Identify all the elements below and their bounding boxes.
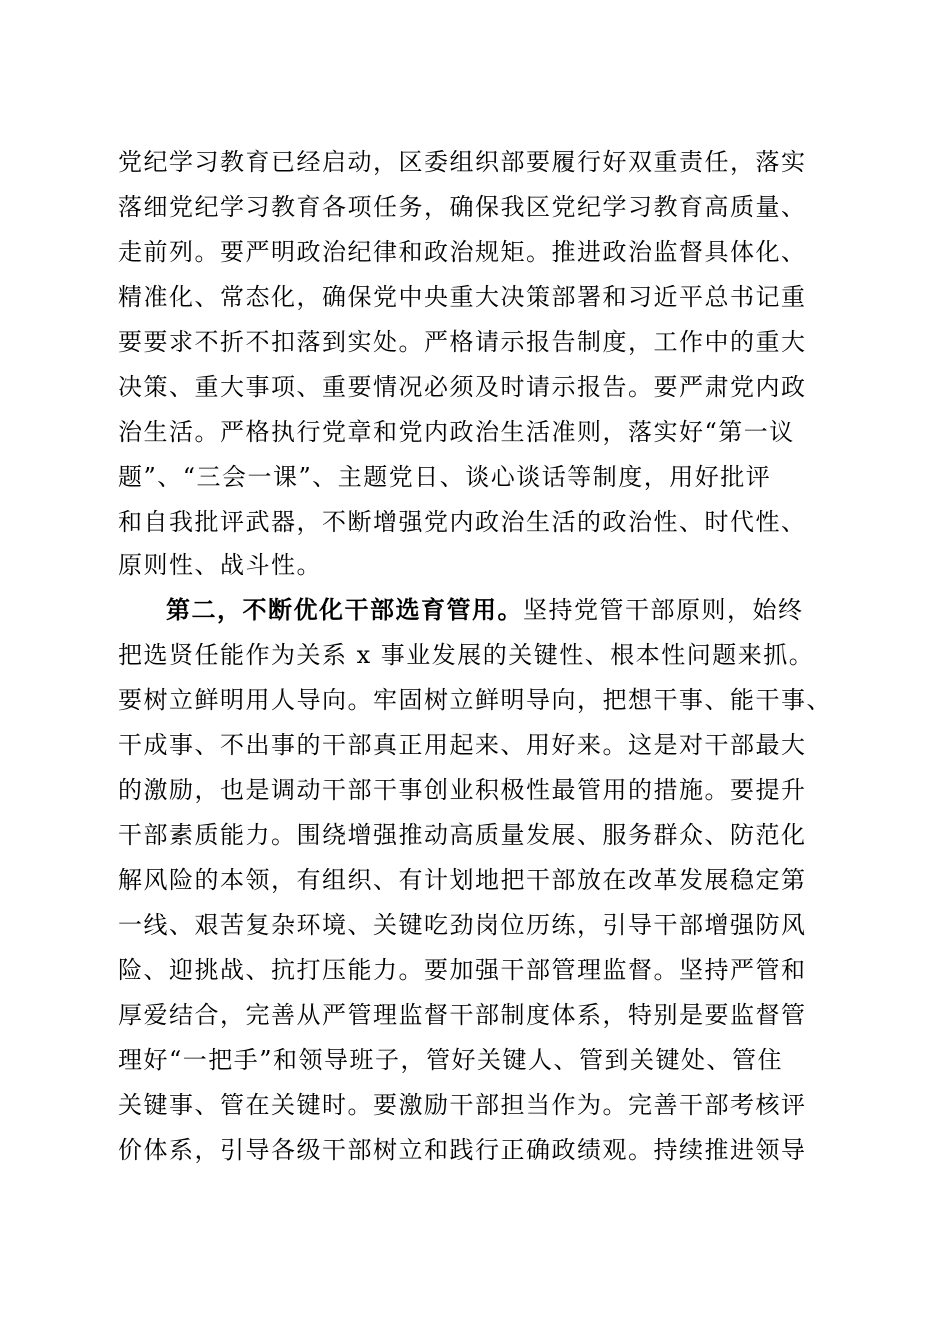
paragraph-line: 价体系，引导各级干部树立和践行正确政绩观。持续推进领导: [118, 1136, 807, 1164]
paragraph-first-line: [166, 590, 804, 630]
paragraph-line: 把选贤任能作为关系 x 事业发展的关键性、根本性问题来抓。: [118, 641, 815, 669]
paragraph-line: 险、迎挑战、抗打压能力。要加强干部管理监督。坚持严管和: [118, 956, 807, 984]
paragraph-line: 走前列。要严明政治纪律和政治规矩。推进政治监督具体化、: [118, 238, 807, 266]
paragraph-line: 决策、重大事项、重要情况必须及时请示报告。要严肃党内政: [118, 373, 807, 401]
paragraph-line: 题”、“三会一课”、主题党日、谈心谈话等制度，用好批评: [118, 463, 772, 491]
paragraph-line-rest: 坚持党管干部原则，始终: [523, 596, 804, 624]
paragraph-line: 干部素质能力。围绕增强推动高质量发展、服务群众、防范化: [118, 821, 807, 849]
paragraph-line: 解风险的本领，有组织、有计划地把干部放在改革发展稳定第: [118, 866, 807, 894]
paragraph-line: 党纪学习教育已经启动，区委组织部要履行好双重责任，落实: [118, 148, 807, 176]
paragraph-line: 干成事、不出事的干部真正用起来、用好来。这是对干部最大: [118, 731, 807, 759]
paragraph-line: 要树立鲜明用人导向。牢固树立鲜明导向，把想干事、能干事、: [118, 686, 832, 714]
paragraph-line: 关键事、管在关键时。要激励干部担当作为。完善干部考核评: [118, 1091, 807, 1119]
paragraph-line: 理好“一把手”和领导班子，管好关键人、管到关键处、管住: [118, 1046, 784, 1074]
paragraph-line: 的激励，也是调动干部干事创业积极性最管用的措施。要提升: [118, 776, 807, 804]
paragraph-line: 要要求不折不扣落到实处。严格请示报告制度，工作中的重大: [118, 328, 807, 356]
section-heading: 第二，不断优化干部选育管用。: [166, 595, 523, 624]
paragraph-line: 治生活。严格执行党章和党内政治生活准则，落实好“第一议: [118, 418, 795, 446]
paragraph-line: 落细党纪学习教育各项任务，确保我区党纪学习教育高质量、: [118, 193, 807, 221]
paragraph-line: 和自我批评武器，不断增强党内政治生活的政治性、时代性、: [118, 508, 807, 536]
paragraph-line: 一线、艰苦复杂环境、关键吃劲岗位历练，引导干部增强防风: [118, 911, 807, 939]
paragraph-line: 精准化、常态化，确保党中央重大决策部署和习近平总书记重: [118, 283, 807, 311]
paragraph-line: 厚爱结合，完善从严管理监督干部制度体系，特别是要监督管: [118, 1001, 807, 1029]
paragraph-line: 原则性、战斗性。: [118, 551, 322, 579]
